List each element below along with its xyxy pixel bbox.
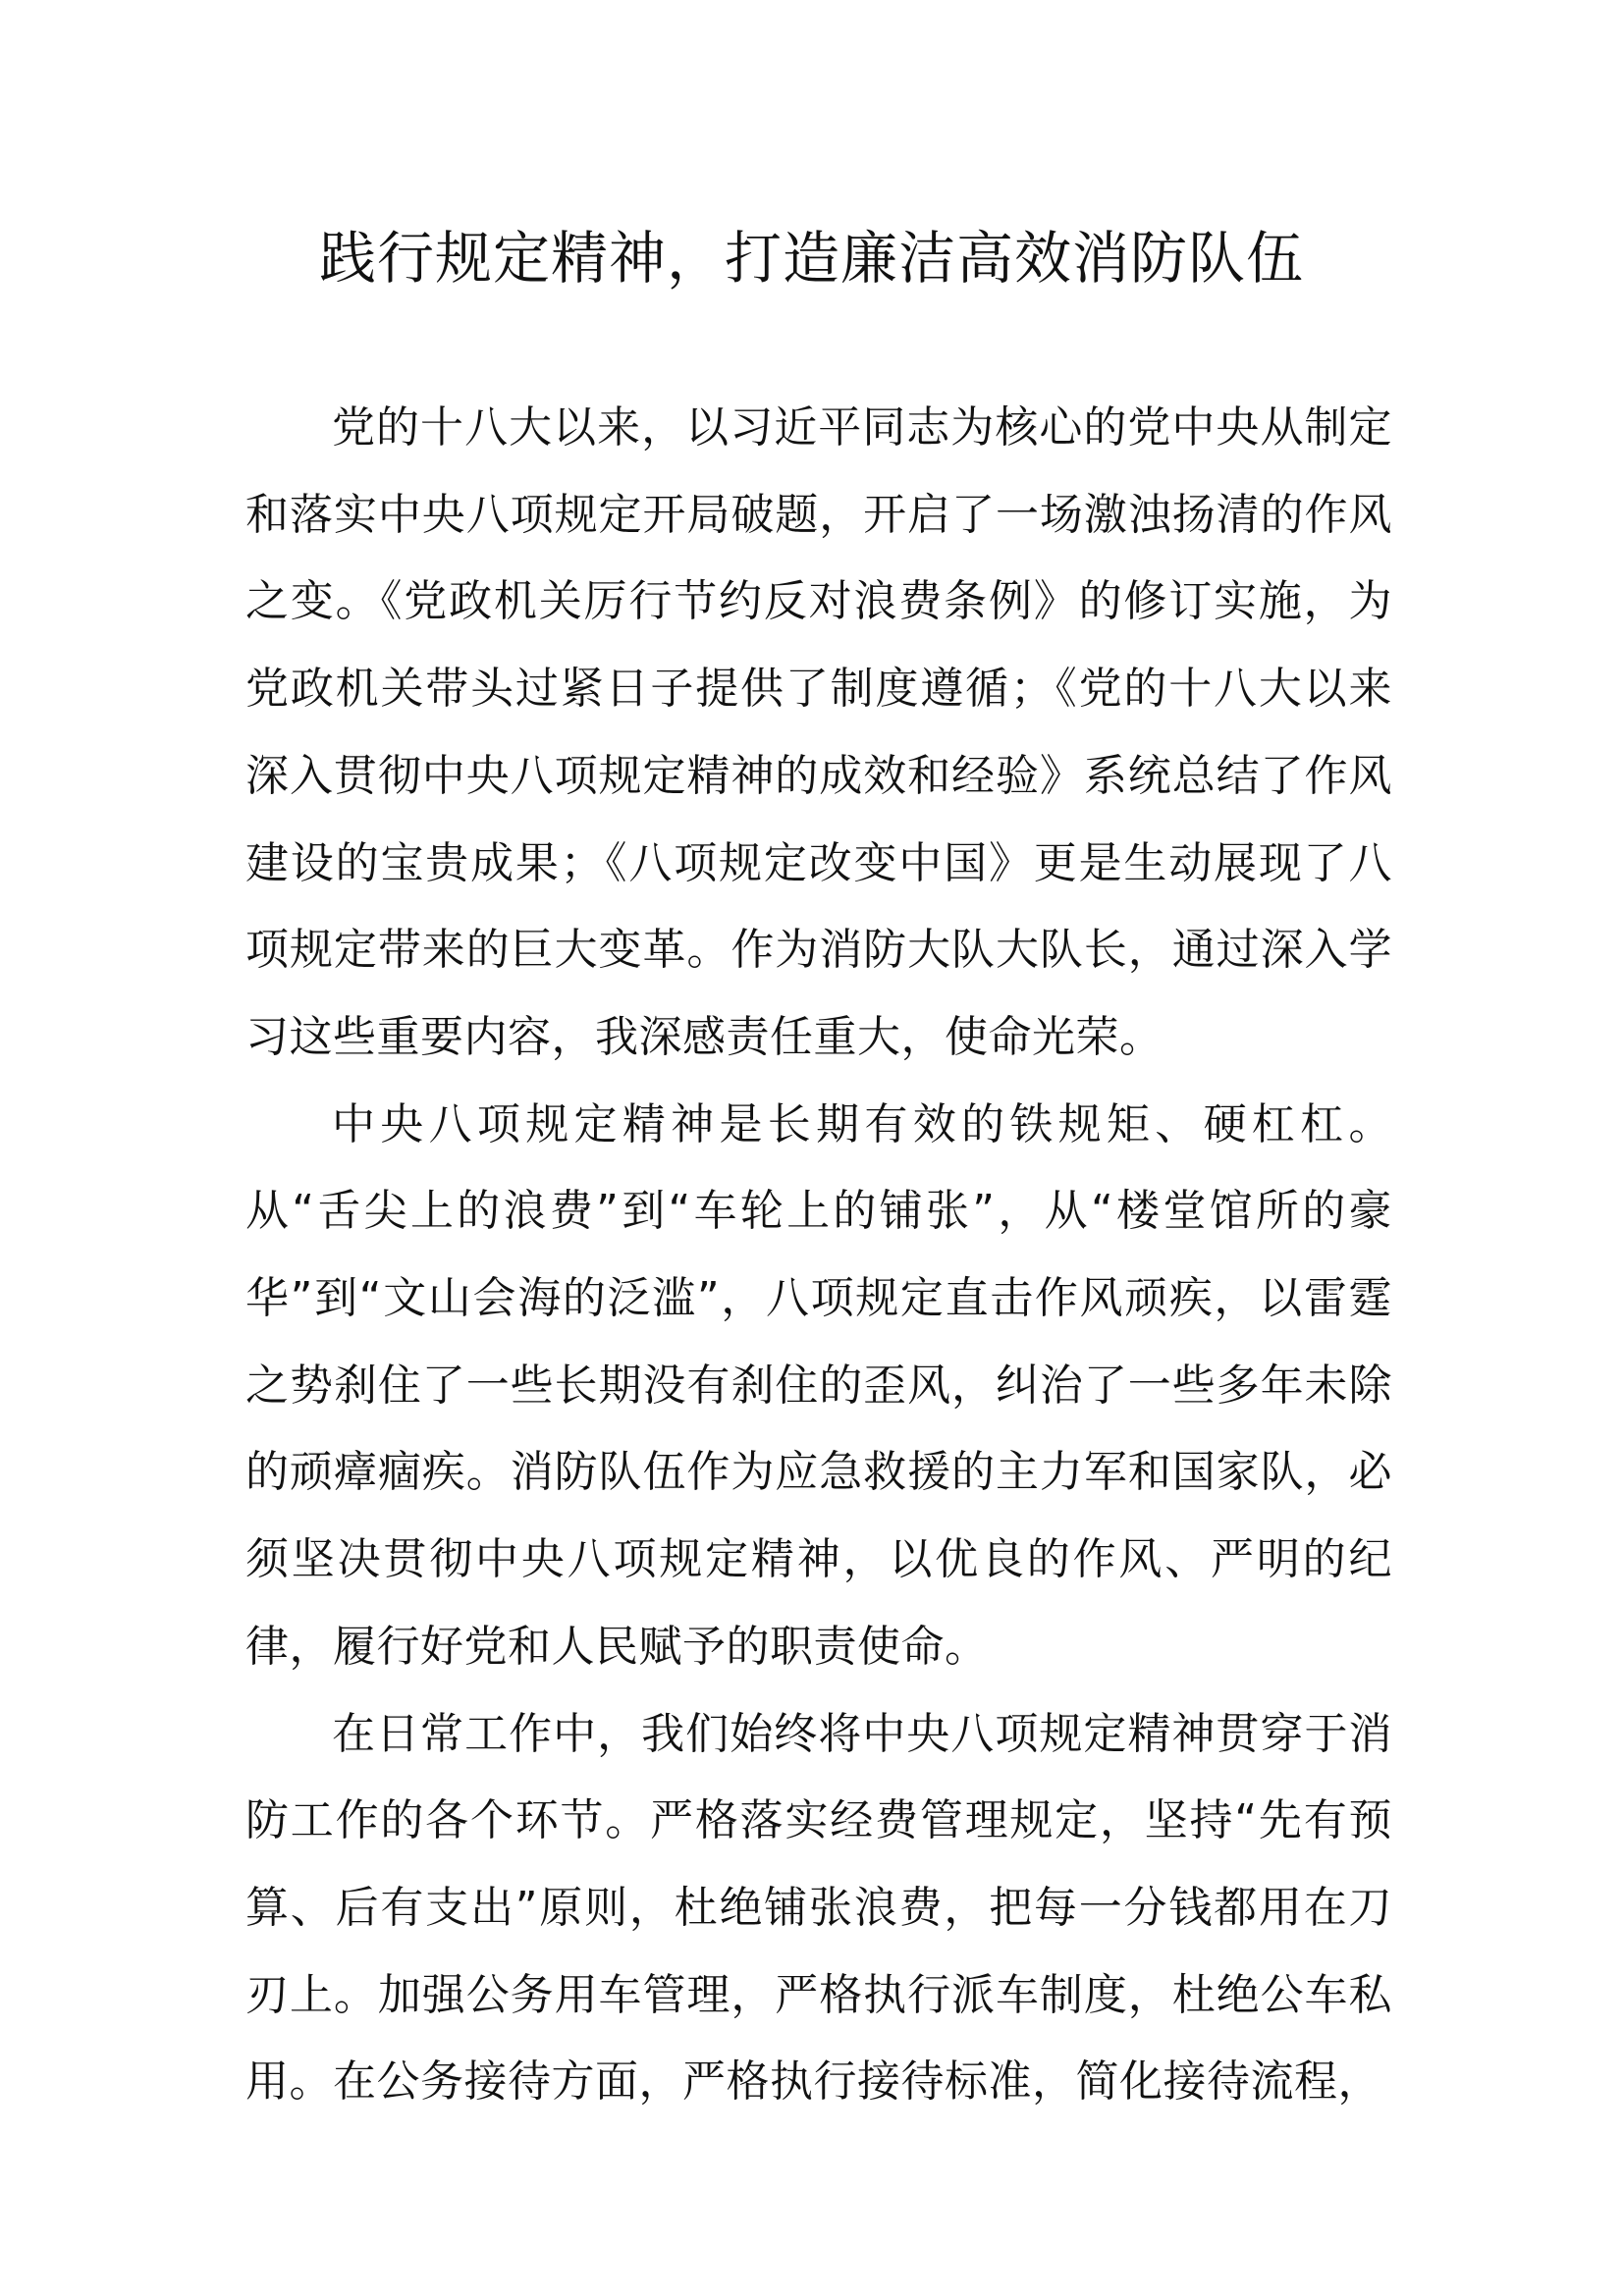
paragraph: 在日常工作中，我们始终将中央八项规定精神贯穿于消防工作的各个环节。严格落实经费管理规定，坚持“先有预算、后有支出”原则，杜绝铺张浪费，把每一分钱都用在刀刃上。加强公务用车管理，严格执行派车制度，杜绝公车私用。在公务接待方面，严格执行接待标准，简化接待流程， xyxy=(245,1708,1392,2108)
document-title: 践行规定精神，打造廉洁高效消防队伍 xyxy=(318,225,1304,292)
document-body xyxy=(245,385,1392,2126)
paragraph: 党的十八大以来，以习近平同志为核心的党中央从制定和落实中央八项规定开局破题，开启了一场激浊扬清的作风之变。《党政机关厉行节约反对浪费条例》的修订实施，为党政机关带头过紧日子提供了制度遵循；《党的十八大以来深入贯彻中央八项规定精神的成效和经验》系统总结了作风建设的宝贵成果；《八项规定改变中国》更是生动展现了八项规定带来的巨大变革。作为消防大队大队长，通过深入学习这些重要内容，我深感责任重大，使命光荣。 xyxy=(245,402,1392,1062)
paragraph: 中央八项规定精神是长期有效的铁规矩、硬杠杠。从“舌尖上的浪费”到“车轮上的铺张”，从“楼堂馆所的豪华”到“文山会海的泛滥”，八项规定直击作风顽疾，以雷霆之势刹住了一些长期没有刹住的歪风，纠治了一些多年未除的顽瘴痼疾。消防队伍作为应急救援的主力军和国家队，必须坚决贯彻中央八项规定精神，以优良的作风、严明的纪律，履行好党和人民赋予的职责使命。 xyxy=(245,1098,1392,1672)
